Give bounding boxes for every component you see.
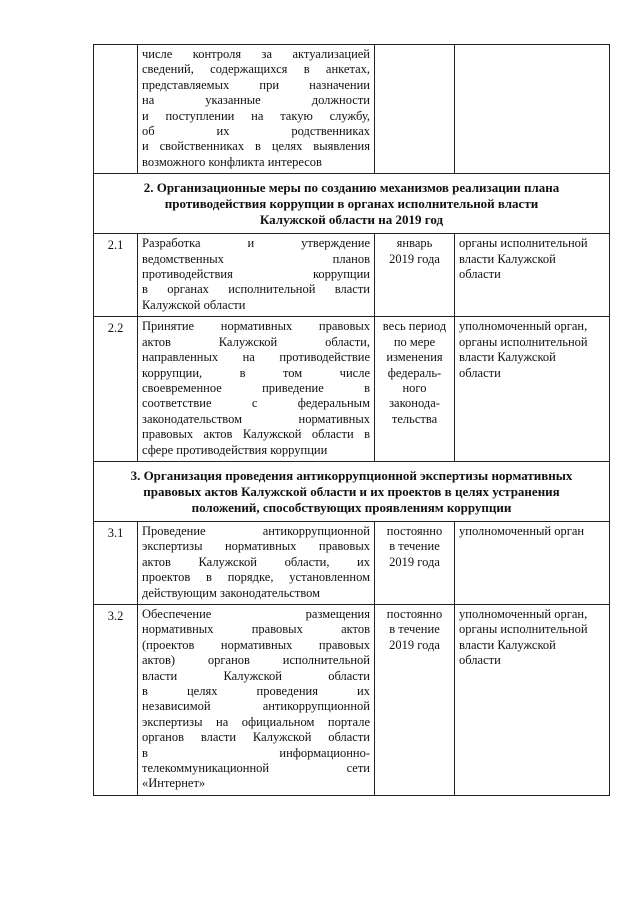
responsible-text-line: власти Калужской	[459, 350, 556, 365]
deadline-text-line: в течение	[389, 622, 440, 637]
deadline-text	[375, 234, 455, 317]
responsible-text	[455, 604, 610, 795]
action-text-line: своевременное приведение в	[142, 380, 370, 395]
action-text-line: и свойственниках в целях выявления	[142, 139, 370, 154]
deadline-text	[375, 317, 455, 462]
action-text-line: направленных на противодействие	[142, 350, 370, 365]
table-row	[94, 45, 610, 174]
action-text	[138, 604, 375, 795]
action-text-line: нормативных правовых актов	[142, 622, 370, 637]
deadline-text-line: январь	[396, 236, 433, 251]
action-text-line: экспертизы на официальном портале	[142, 714, 370, 729]
table-row	[94, 317, 610, 462]
section-heading	[94, 174, 610, 234]
section-heading-line: правовых актов Калужской области и их проектов в целях устранения	[143, 483, 560, 499]
action-text-line: Обеспечение размещения	[142, 606, 370, 621]
item-number: 3.1	[94, 521, 138, 604]
action-text-line: возможного конфликта интересов	[142, 154, 322, 169]
section-heading-line: 3. Организация проведения антикоррупционной экспертизы нормативных	[130, 467, 573, 483]
table-row	[94, 604, 610, 795]
deadline-text-line: 2019 года	[389, 637, 440, 652]
deadline-text-line: законода-	[389, 396, 440, 411]
table-row	[94, 234, 610, 317]
action-text-line: сведений, содержащихся в анкетах,	[142, 62, 370, 77]
deadline-text-line: ного	[402, 380, 427, 395]
action-text-line: экспертизы нормативных правовых	[142, 539, 370, 554]
action-text-line: Разработка и утверждение	[142, 236, 370, 251]
responsible-text-line: области	[459, 365, 501, 380]
item-number: 2.2	[94, 317, 138, 462]
action-text-line: ведомственных планов	[142, 251, 370, 266]
responsible-text-line: области	[459, 653, 501, 668]
action-text-line: числе контроля за актуализацией	[142, 47, 370, 61]
responsible-text-line: органы исполнительной	[459, 622, 588, 637]
section-header-row	[94, 461, 610, 521]
document-page	[93, 44, 609, 796]
responsible-text-line: уполномоченный орган	[459, 523, 585, 538]
responsible-text-line: уполномоченный орган,	[459, 606, 588, 621]
deadline-text-line: в течение	[389, 539, 440, 554]
deadline-text-line: весь период	[382, 319, 447, 334]
responsible-text-line: области	[459, 267, 501, 282]
responsible-text-line: органы исполнительной	[459, 236, 588, 251]
action-text-line: власти Калужской области	[142, 668, 370, 683]
table-row	[94, 521, 610, 604]
responsible-text	[455, 234, 610, 317]
deadline-text-line: 2019 года	[389, 554, 440, 569]
deadline-text-line: федераль-	[387, 365, 442, 380]
action-text-line: противодействия коррупции	[142, 267, 370, 282]
action-text	[138, 521, 375, 604]
action-text-line: соответствие с федеральным	[142, 396, 370, 411]
action-text	[138, 234, 375, 317]
anticorruption-plan-table	[93, 44, 610, 796]
deadline-text-line: по мере	[393, 334, 436, 349]
section-heading-line: противодействия коррупции в органах исполнительной власти	[164, 196, 539, 212]
action-text-line: актов Калужской области, их	[142, 554, 370, 569]
action-text-line: представляемых при назначении	[142, 77, 370, 92]
deadline-text-line: постоянно	[386, 523, 443, 538]
action-text-line: законодательством нормативных	[142, 411, 370, 426]
action-text	[138, 45, 375, 174]
action-text-line: в целях проведения их	[142, 684, 370, 698]
section-heading	[94, 461, 610, 521]
action-text-line: актов Калужской области,	[142, 334, 370, 349]
action-text-line: коррупции, в том числе	[142, 365, 370, 380]
responsible-text-line: власти Калужской	[459, 251, 556, 266]
responsible-text-line: уполномоченный орган,	[459, 319, 588, 334]
action-text	[138, 317, 375, 462]
action-text-line: органов власти Калужской области	[142, 730, 370, 745]
action-text-line: проектов в порядке, установленном	[142, 570, 370, 585]
responsible-text	[455, 521, 610, 604]
action-text-line: Калужской области	[142, 297, 246, 312]
section-header-row	[94, 174, 610, 234]
responsible-text-line: органы исполнительной	[459, 334, 588, 349]
section-heading-line: Калужской области на 2019 год	[259, 212, 444, 228]
action-text-line: «Интернет»	[142, 776, 206, 791]
action-text-line: действующим законодательством	[142, 585, 321, 600]
responsible-text	[455, 45, 610, 174]
item-number: 2.1	[94, 234, 138, 317]
action-text-line: актов) органов исполнительной	[142, 653, 370, 668]
action-text-line: сфере противодействия коррупции	[142, 442, 328, 457]
section-heading-line: положений, способствующих проявлениям коррупции	[191, 499, 512, 515]
responsible-text	[455, 317, 610, 462]
responsible-text-line: власти Калужской	[459, 637, 556, 652]
deadline-text	[375, 521, 455, 604]
deadline-text-line: 2019 года	[389, 251, 440, 266]
action-text-line: и поступлении на такую службу,	[142, 108, 370, 123]
action-text-line: в информационно-	[142, 745, 370, 760]
deadline-text-line: тельства	[391, 411, 438, 426]
action-text-line: телекоммуникационной сети	[142, 761, 370, 776]
deadline-text-line: изменения	[386, 350, 443, 365]
section-heading-line: 2. Организационные меры по созданию механизмов реализации плана	[143, 180, 560, 196]
action-text-line: Принятие нормативных правовых	[142, 319, 370, 334]
item-number	[94, 45, 138, 174]
action-text-line: правовых актов Калужской области в	[142, 427, 370, 442]
item-number: 3.2	[94, 604, 138, 795]
action-text-line: в органах исполнительной власти	[142, 282, 370, 297]
deadline-text	[375, 45, 455, 174]
action-text-line: на указанные должности	[142, 93, 370, 108]
action-text-line: независимой антикоррупционной	[142, 699, 370, 714]
action-text-line: Проведение антикоррупционной	[142, 523, 370, 538]
action-text-line: (проектов нормативных правовых	[142, 637, 370, 652]
plan-table-body	[94, 45, 610, 796]
deadline-text	[375, 604, 455, 795]
deadline-text-line: постоянно	[386, 606, 443, 621]
action-text-line: об их родственниках	[142, 124, 370, 139]
